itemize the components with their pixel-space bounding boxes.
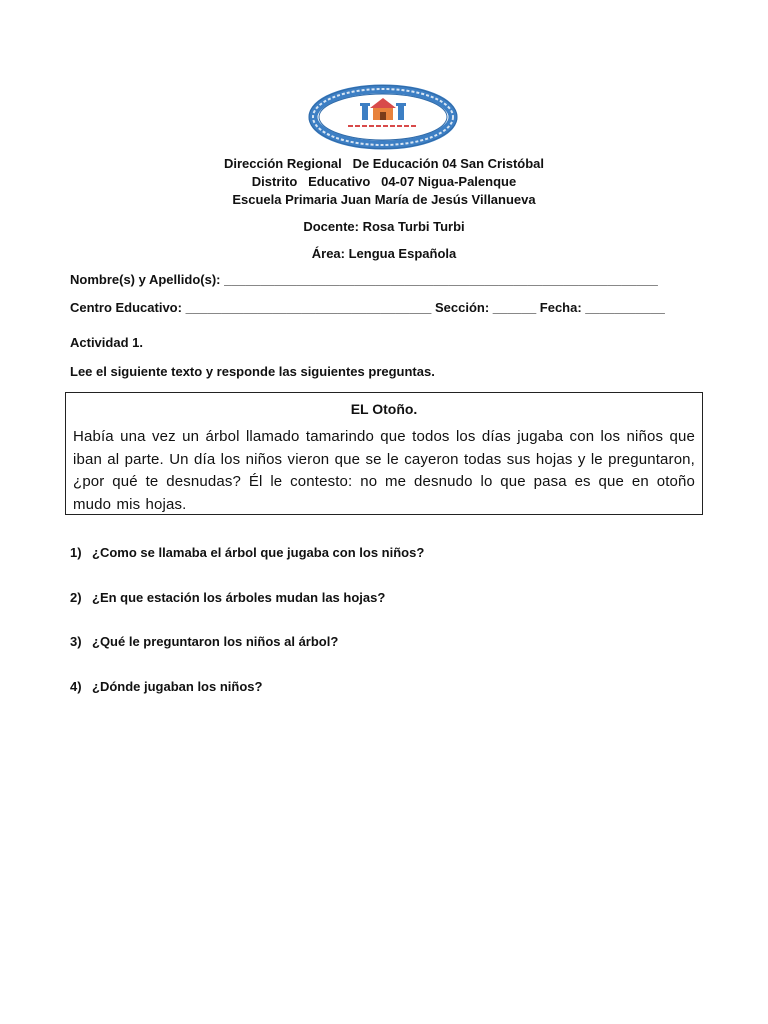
question-3 bbox=[70, 634, 338, 649]
question-1 bbox=[70, 545, 424, 560]
question-text: ¿Como se llamaba el árbol que jugaba con los niños? bbox=[92, 545, 425, 560]
question-number: 3) bbox=[70, 634, 82, 649]
school-logo bbox=[308, 84, 458, 150]
question-number: 4) bbox=[70, 679, 82, 694]
story-title: EL Otoño. bbox=[350, 401, 418, 417]
question-text: ¿Dónde jugaban los niños? bbox=[92, 679, 263, 694]
question-text: ¿Qué le preguntaron los niños al árbol? bbox=[92, 634, 339, 649]
header-regional: Dirección Regional De Educación 04 San Cristóbal bbox=[223, 156, 545, 171]
question-2 bbox=[70, 590, 385, 605]
question-number: 1) bbox=[70, 545, 82, 560]
school-logo-graphic bbox=[308, 84, 458, 150]
header-district: Distrito Educativo 04-07 Nigua-Palenque bbox=[251, 174, 517, 189]
story-box bbox=[65, 392, 703, 515]
header-area: Área: Lengua Española bbox=[311, 246, 457, 261]
question-number: 2) bbox=[70, 590, 82, 605]
activity-title: Actividad 1. bbox=[70, 335, 143, 350]
name-field[interactable]: Nombre(s) y Apellido(s): ____________________________________________________________ bbox=[70, 272, 658, 287]
question-text: ¿En que estación los árboles mudan las hojas? bbox=[92, 590, 386, 605]
header-school: Escuela Primaria Juan María de Jesús Villanueva bbox=[232, 192, 536, 207]
story-text: Había una vez un árbol llamado tamarindo que todos los días jugaba con los niños que iban al parte. Un día los niños vieron que se le cayeron todas sus hojas y le preguntaron, ¿por qué te desnudas? Él le contesto: no me desnudo lo que pasa es que en otoño mudo mis hojas. bbox=[73, 428, 695, 513]
activity-instruction: Lee el siguiente texto y responde las siguientes preguntas. bbox=[70, 364, 435, 379]
question-4 bbox=[70, 679, 262, 694]
school-section-date-field[interactable]: Centro Educativo: __________________________________ Sección: ______ Fecha: ___________ bbox=[70, 300, 665, 315]
header-teacher: Docente: Rosa Turbi Turbi bbox=[303, 219, 465, 234]
